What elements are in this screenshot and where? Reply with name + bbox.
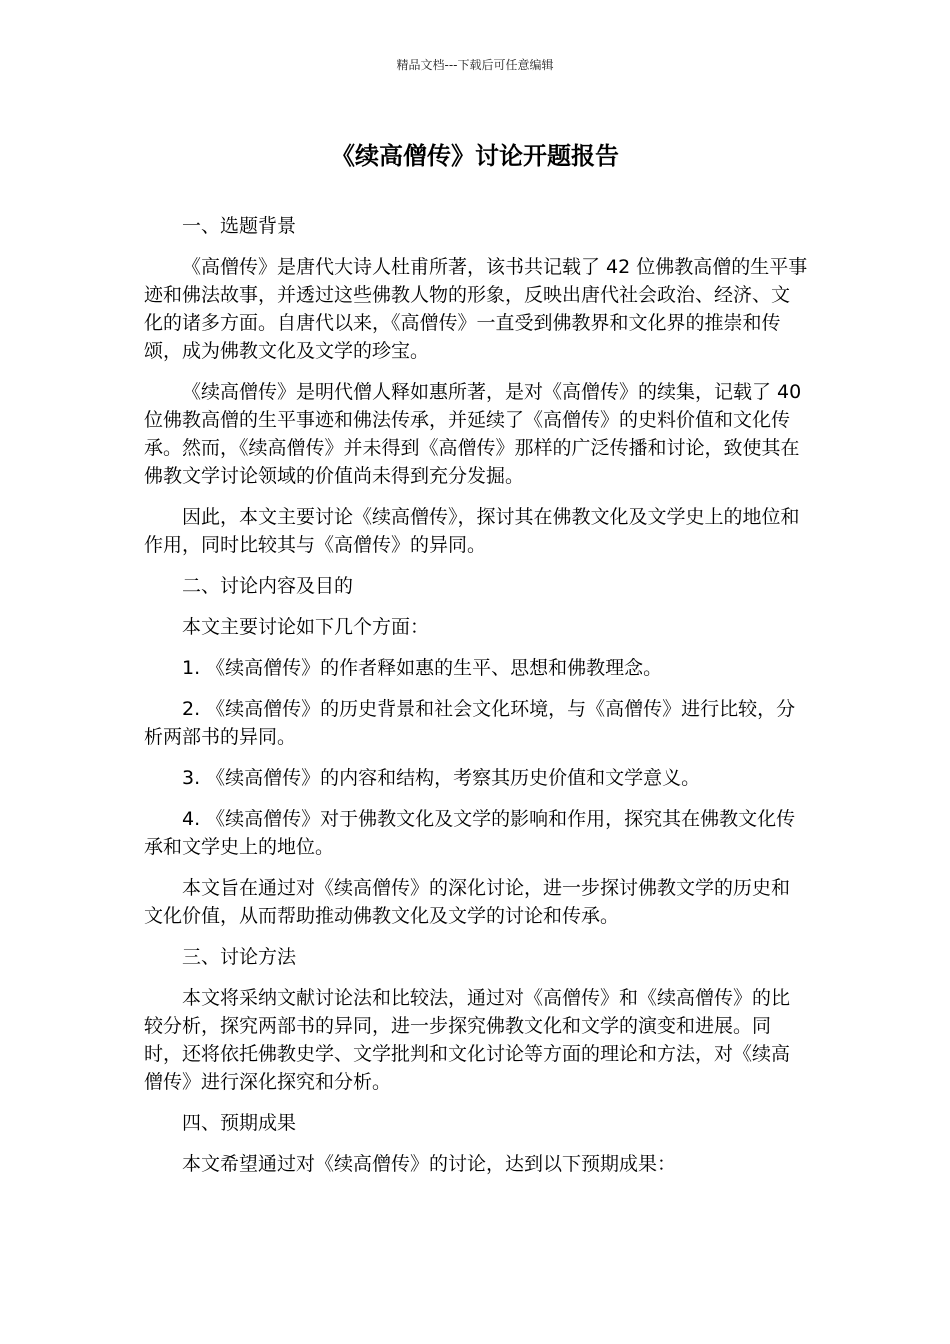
paragraph: 因此，本文主要讨论《续高僧传》，探讨其在佛教文化及文学史上的地位和作用，同时比较其与《高僧传》的异同。 (144, 506, 800, 556)
paragraph: 《高僧传》是唐代大诗人杜甫所著，该书共记载了 42 位佛教高僧的生平事迹和佛法故事，并透过这些佛教人物的形象，反映出唐代社会政治、经济、文化的诸多方面。自唐代以来，《高僧传》一直受到佛教界和文化界的推崇和传颂，成为佛教文化及文学的珍宝。 (144, 256, 808, 362)
section-heading-content: 二、讨论内容及目的 (182, 575, 354, 597)
section-heading-results: 四、预期成果 (182, 1112, 297, 1134)
paragraph: 本文希望通过对《续高僧传》的讨论，达到以下预期成果： (182, 1153, 677, 1175)
section-heading-method: 三、讨论方法 (182, 946, 297, 968)
document-body (144, 212, 808, 1191)
paragraph: 《续高僧传》是明代僧人释如惠所著，是对《高僧传》的续集，记载了 40 位佛教高僧的生平事迹和佛法传承，并延续了《高僧传》的史料价值和文化传承。然而，《续高僧传》并未得到《高僧传》那样的广泛传播和讨论，致使其在佛教文学讨论领域的价值尚未得到充分发掘。 (144, 381, 802, 487)
section-heading-background: 一、选题背景 (182, 215, 297, 237)
paragraph: 本文将采纳文献讨论法和比较法，通过对《高僧传》和《续高僧传》的比较分析，探究两部书的异同，进一步探究佛教文化和文学的演变和进展。同时，还将依托佛教史学、文学批判和文化讨论等方面的理论和方法，对《续高僧传》进行深化探究和分析。 (144, 987, 791, 1093)
paragraph: 本文旨在通过对《续高僧传》的深化讨论，进一步探讨佛教文学的历史和文化价值，从而帮助推动佛教文化及文学的讨论和传承。 (144, 877, 791, 927)
list-item: 4. 《续高僧传》对于佛教文化及文学的影响和作用，探究其在佛教文化传承和文学史上的地位。 (144, 808, 796, 858)
list-item: 2. 《续高僧传》的历史背景和社会文化环境，与《高僧传》进行比较，分析两部书的异同。 (144, 698, 796, 748)
page-header: 精品文档---下载后可任意编辑 (396, 58, 554, 72)
list-item: 3. 《续高僧传》的内容和结构，考察其历史价值和文学意义。 (182, 767, 701, 789)
list-item: 1. 《续高僧传》的作者释如惠的生平、思想和佛教理念。 (182, 657, 663, 679)
paragraph: 本文主要讨论如下几个方面： (182, 616, 430, 638)
document-title: 《续高僧传》讨论开题报告 (331, 142, 619, 170)
